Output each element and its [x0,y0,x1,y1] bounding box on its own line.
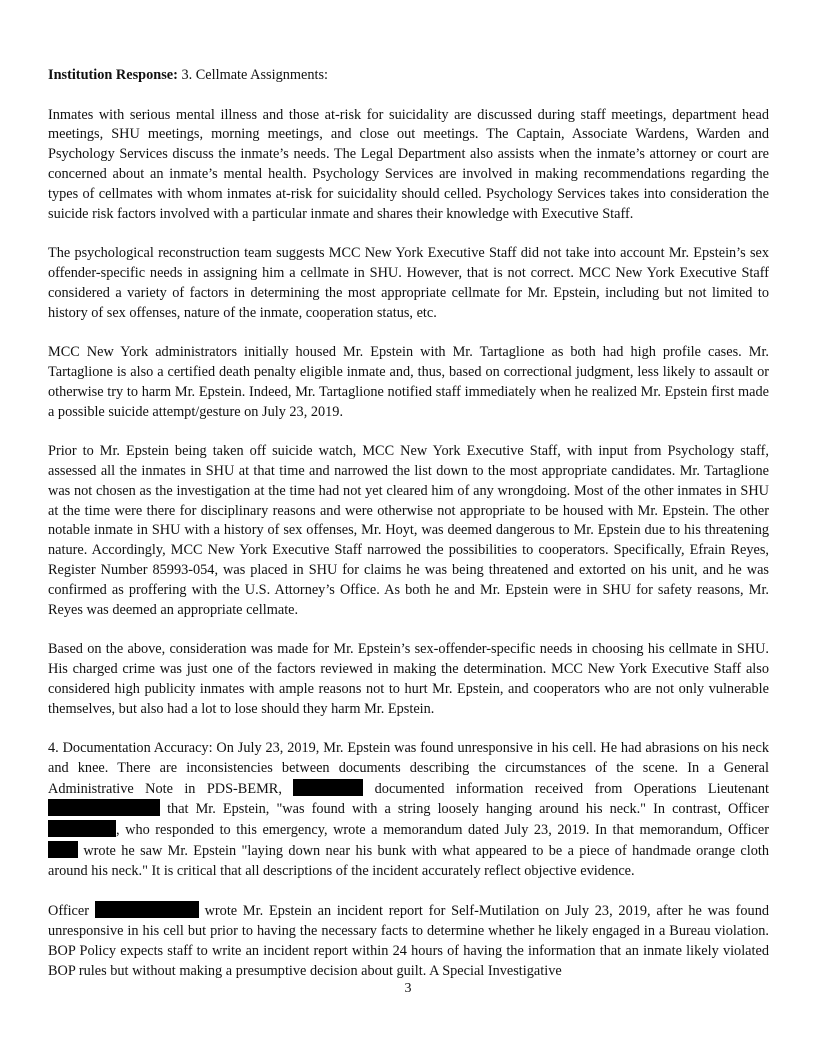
paragraph-7 [48,901,769,981]
p7-text-b: wrote Mr. Epstein an incident report for Self-Mutilation on July 23, 2019, after he was found unresponsive in his cell but prior to having the necessary facts to determine whether he likely engaged in a Bureau violation. BOP Policy expects staff to write an incident report within 24 hours of having the information that an inmate likely violated BOP rules but without making a presumptive decision about guilt. A Special Investigative [48,903,770,979]
paragraph-2: The psychological reconstruction team suggests MCC New York Executive Staff did not take into account Mr. Epstein’s sex offender-specific needs in assigning him a cellmate in SHU. However, that is not correct. MCC New York Executive Staff considered a variety of factors in determining the most appropriate cellmate for Mr. Epstein, including but not limited to history of sex offenses, nature of the inmate, cooperation status, etc. [48,245,769,321]
p6-text-b: documented information received from Operations Lieutenant [363,780,769,797]
paragraph-6 [48,739,769,882]
paragraph-4: Prior to Mr. Epstein being taken off suicide watch, MCC New York Executive Staff, with input from Psychology staff, assessed all the inmates in SHU at that time and narrowed the list down to the most appropriate candidates. Mr. Tartaglione was not chosen as the investigation at the time had not yet cleared him of any wrongdoing. Most of the other inmates in SHU at the time were there for disciplinary reasons and were otherwise not appropriate to be housed with Mr. Epstein. The other notable inmate in SHU with a history of sex offenses, Mr. Hoyt, was deemed dangerous to Mr. Epstein due to his threatening nature. Accordingly, MCC New York Executive Staff narrowed the possibilities to cooperators. Specifically, Efrain Reyes, Register Number 85993-054, was placed in SHU for claims he was being threatened and extorted on his unit, and he was confirmed as proffering with the U.S. Attorney’s Office. As both he and Mr. Epstein were in SHU for safety reasons, Mr. Reyes was deemed an appropriate cellmate. [48,443,769,618]
p7-text-a: Officer [48,903,95,920]
redaction-box [48,841,78,858]
paragraph-1: Inmates with serious mental illness and those at-risk for suicidality are discussed during staff meetings, department head meetings, SHU meetings, morning meetings, and close out meetings. The Captain, Associate Wardens, Warden and Psychology Services discuss the inmate’s needs. The Legal Department also assists when the inmate’s attorney or court are concerned about an inmate’s mental health. Psychology Services are involved in making recommendations regarding the types of cellmates with whom inmates at-risk for suicidality should celled. Psychology Services takes into consideration the suicide risk factors involved with a particular inmate and shares their knowledge with Executive Staff. [48,106,769,222]
redaction-box [95,901,199,918]
section-heading [48,66,769,86]
paragraph-5: Based on the above, consideration was made for Mr. Epstein’s sex-offender-specific needs in choosing his cellmate in SHU. His charged crime was just one of the factors reviewed in making the determination. MCC New York Executive Staff also considered high publicity inmates with ample reasons not to hurt Mr. Epstein, and cooperators who are not only vulnerable themselves, but also had a lot to lose should they harm Mr. Epstein. [48,641,769,717]
p6-text-a: 4. Documentation Accuracy: On July 23, 2019, Mr. Epstein was found unresponsive in his cell. He had abrasions on his neck and knee. There are inconsistencies between documents describing the circumstances of the scene. In a General Administrative Note in PDS-BEMR, [48,740,769,797]
p6-text-d: , who responded to this emergency, wrote a memorandum dated July 23, 2019. In that memorandum, Officer [116,822,769,839]
document-body [48,66,769,1001]
page-number: 3 [404,981,412,996]
p6-text-c: that Mr. Epstein, "was found with a string loosely hanging around his neck." In contrast, Officer [160,801,769,818]
redaction-box [48,820,116,837]
redaction-box [48,799,160,816]
heading-text: 3. Cellmate Assignments: [177,67,329,83]
p6-text-e: wrote he saw Mr. Epstein "laying down near his bunk with what appeared to be a piece of handmade orange cloth around his neck." It is critical that all descriptions of the incident accurately reflect objective evidence. [48,843,769,879]
redaction-box [293,779,363,796]
paragraph-3: MCC New York administrators initially housed Mr. Epstein with Mr. Tartaglione as both had high profile cases. Mr. Tartaglione is also a certified death penalty eligible inmate and, thus, based on correctional judgment, less likely to assault or otherwise try to harm Mr. Epstein. Indeed, Mr. Tartaglione notified staff immediately when he realized Mr. Epstein first made a possible suicide attempt/gesture on July 23, 2019. [48,344,769,420]
heading-label: Institution Response: [48,67,178,83]
